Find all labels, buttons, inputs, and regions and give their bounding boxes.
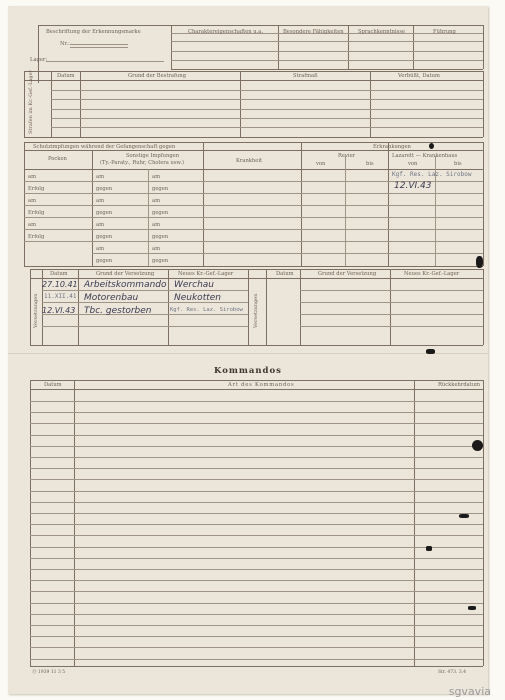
kommando-row-line	[30, 625, 483, 626]
lazarett-bis: bis	[454, 161, 462, 167]
vers-entry-grund: Arbeitskommando	[84, 280, 167, 290]
footer-left: Ⓞ 1939 11 3 5	[32, 670, 66, 675]
impf-cell: am	[152, 246, 161, 252]
impf-cell: Erfolg	[28, 234, 45, 240]
kommando-row-line	[30, 412, 483, 413]
impfungen-col-sonstige: Sonstige Impfungen	[126, 153, 180, 159]
versetzungen-side-label-left: Versetzungen	[33, 293, 39, 328]
strafen-col-grund: Grund der Bestrafung	[128, 73, 186, 79]
watermark: sgvavia	[448, 685, 491, 698]
footer-right: Str. 473. 3.4	[438, 670, 467, 675]
vers-date-stamp: 11.XII.41	[44, 293, 77, 300]
impf-cell: gegen	[152, 234, 169, 240]
kommando-row-line	[30, 513, 483, 514]
vers-col-grund: Grund der Versetzung	[96, 271, 155, 277]
revier-von: von	[316, 161, 326, 167]
kommando-row-line	[30, 524, 483, 525]
impf-cell: am	[152, 198, 161, 204]
impf-cell: gegen	[96, 210, 113, 216]
kommando-row-line	[30, 401, 483, 402]
pow-record-card	[8, 6, 488, 694]
impf-cell: am	[96, 198, 105, 204]
erkrankungen-title: Erkrankungen	[373, 144, 411, 150]
kommandos-col-art: Art des Kommandos	[228, 382, 295, 388]
header-label-nr: Nr.:	[60, 41, 70, 47]
erkrankungen-col-lazarett: Lazarett — Krankenhaus	[392, 153, 458, 159]
kommando-row-line	[30, 435, 483, 436]
kommando-row-line	[30, 614, 483, 615]
strafen-col-datum: Datum	[57, 73, 75, 79]
impf-cell: am	[28, 222, 37, 228]
impfungen-col-sonstige-sub: (Ty.-Paraty., Ruhr, Cholera usw.)	[100, 160, 184, 166]
damage-tear	[468, 606, 476, 610]
impf-cell: am	[28, 198, 37, 204]
impf-cell: Erfolg	[28, 186, 45, 192]
kommando-row-line	[30, 636, 483, 637]
vers-col-lager: Neues Kr.-Gef.-Lager	[178, 271, 234, 277]
impf-cell: gegen	[96, 186, 113, 192]
impf-cell: gegen	[152, 210, 169, 216]
kommando-row-line	[30, 468, 483, 469]
impf-cell: gegen	[152, 258, 169, 264]
strafen-side-label: Strafen im Kr.-Gef.-Lager	[28, 70, 34, 134]
impf-cell: gegen	[96, 258, 113, 264]
kommando-row-line	[30, 502, 483, 503]
impf-cell: am	[96, 246, 105, 252]
kommando-row-line	[30, 535, 483, 536]
kommando-row-line	[30, 569, 483, 570]
damage-tear	[426, 546, 432, 551]
header-label-erkennungsmarke: Beschriftung der Erkennungsmarke	[46, 29, 141, 35]
impf-cell: am	[96, 222, 105, 228]
vers-col-datum: Datum	[50, 271, 68, 277]
vers-col-lager-2: Neues Kr.-Gef.-Lager	[404, 271, 460, 277]
damage-tear	[476, 256, 483, 268]
vers-entry-lager-stamp: Kgf. Res. Laz. Sirobow	[170, 307, 243, 313]
lazarett-von: von	[408, 161, 418, 167]
strafen-col-strafmass: Strafmaß	[293, 73, 318, 79]
impf-cell: am	[152, 222, 161, 228]
kommando-row-line	[30, 580, 483, 581]
impf-cell: gegen	[96, 234, 113, 240]
impfungen-title: Schutzimpfungen während der Gefangenschaft gegen	[33, 144, 176, 150]
header-label-faehigkeiten: Besondere Fähigkeiten	[283, 29, 344, 35]
kommando-row-line	[30, 457, 483, 458]
lazarett-date-handwritten: 12.VI.43	[394, 181, 432, 191]
header-label-sprachen: Sprachkenntnisse	[358, 29, 406, 35]
vers-col-grund-2: Grund der Versetzung	[318, 271, 377, 277]
punch-hole	[472, 440, 483, 451]
kommando-row-line	[30, 446, 483, 447]
impf-cell: am	[28, 174, 37, 180]
versetzungen-side-label-right: Versetzungen	[253, 293, 259, 328]
damage-tear	[426, 349, 435, 354]
erkrankungen-col-revier: Revier	[338, 153, 356, 159]
kommando-row-line	[30, 603, 483, 604]
kommando-row-line	[30, 659, 483, 660]
impf-cell: gegen	[152, 186, 169, 192]
kommando-row-line	[30, 479, 483, 480]
impfungen-col-pocken: Pocken	[48, 156, 67, 162]
kommando-row-line	[30, 547, 483, 548]
vers-entry-grund: Tbc. gestorben	[84, 306, 152, 316]
revier-bis: bis	[366, 161, 374, 167]
kommando-row-line	[30, 423, 483, 424]
kommandos-col-rueckkehr: Rückkehrdatum	[438, 382, 481, 388]
damage-tear	[459, 514, 469, 518]
header-label-fuehrung: Führung	[433, 29, 456, 35]
header-label-charakter: Charaktereigenschaften u.a.	[188, 29, 264, 35]
lazarett-stamp: Kgf. Res. Laz. Sirobow	[392, 171, 472, 178]
vers-entry-grund: Motorenbau	[84, 293, 139, 303]
vers-entry-date: 12.VI.43	[42, 306, 76, 315]
vers-col-datum-2: Datum	[276, 271, 294, 277]
erkrankungen-col-krankheit: Krankheit	[236, 158, 263, 164]
kommandos-col-datum: Datum	[44, 382, 62, 388]
impf-cell: Erfolg	[28, 210, 45, 216]
kommando-row-line	[30, 558, 483, 559]
strafen-col-verbuesst: Verbüßt, Datum	[398, 73, 440, 79]
damage-tear	[429, 143, 434, 149]
vers-entry-date: 27.10.41	[42, 280, 78, 289]
kommando-row-line	[30, 491, 483, 492]
kommando-row-line	[30, 647, 483, 648]
header-label-lager: Lager:	[30, 57, 48, 63]
impf-cell: am	[96, 174, 105, 180]
vers-entry-lager: Neukotten	[174, 293, 221, 303]
impf-cell: am	[152, 174, 161, 180]
kommando-row-line	[30, 591, 483, 592]
vers-entry-lager: Werchau	[174, 280, 215, 290]
kommandos-title: Kommandos	[214, 366, 282, 376]
